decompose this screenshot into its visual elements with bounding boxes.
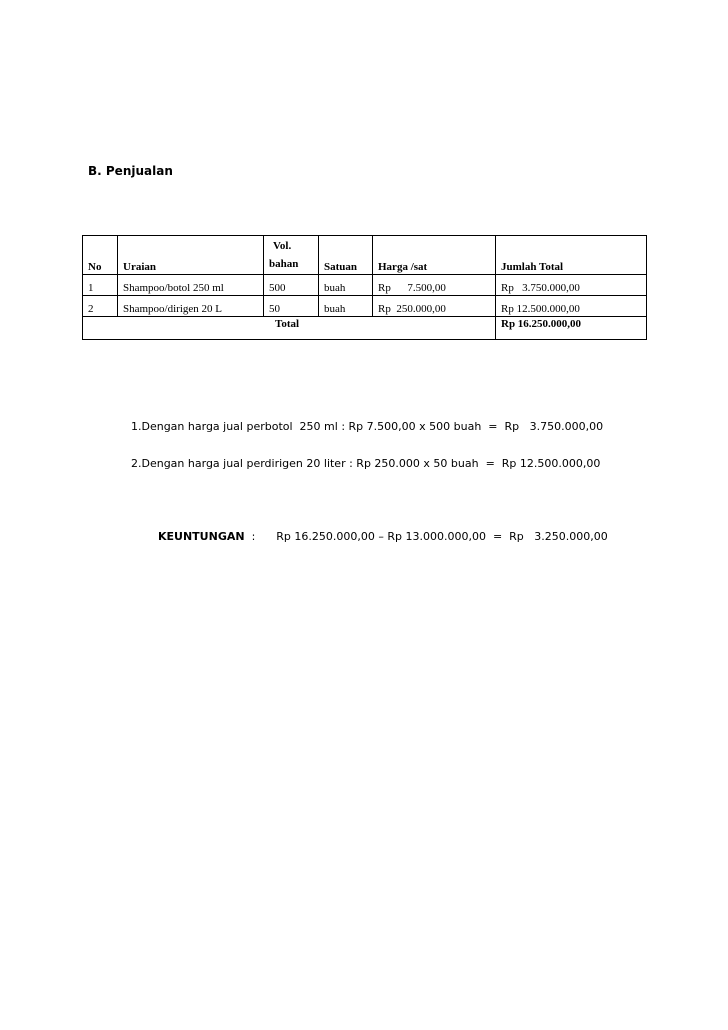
table-header-row — [83, 236, 647, 275]
table-row — [83, 275, 647, 296]
section-heading: B. Penjualan — [88, 164, 173, 178]
table-row — [83, 296, 647, 317]
cell-jumlah: Rp 12.500.000,00 — [496, 296, 647, 317]
cell-vol: 50 — [264, 296, 319, 317]
header-jumlah: Jumlah Total — [496, 236, 647, 275]
cell-harga: Rp 7.500,00 — [373, 275, 496, 296]
header-harga: Harga /sat — [373, 236, 496, 275]
header-vol-line1: Vol. — [273, 240, 292, 252]
total-row — [83, 317, 647, 340]
header-vol-line2: bahan — [269, 258, 299, 270]
cell-harga: Rp 250.000,00 — [373, 296, 496, 317]
cell-uraian: Shampoo/dirigen 20 L — [118, 296, 264, 317]
total-value: Rp 16.250.000,00 — [496, 317, 647, 340]
keuntungan-label: KEUNTUNGAN — [158, 530, 245, 543]
header-no: No — [83, 236, 118, 275]
header-vol — [264, 236, 319, 275]
cell-satuan: buah — [319, 296, 373, 317]
cell-satuan: buah — [319, 275, 373, 296]
total-label: Total — [83, 317, 496, 340]
calc-line-1: 1.Dengan harga jual perbotol 250 ml : Rp 7.500,00 x 500 buah = Rp 3.750.000,00 — [131, 420, 604, 433]
calc-line-2: 2.Dengan harga jual perdirigen 20 liter : Rp 250.000 x 50 buah = Rp 12.500.000,00 — [131, 457, 601, 470]
cell-uraian: Shampoo/botol 250 ml — [118, 275, 264, 296]
sales-table — [82, 235, 647, 340]
cell-jumlah: Rp 3.750.000,00 — [496, 275, 647, 296]
keuntungan-text: : Rp 16.250.000,00 – Rp 13.000.000,00 = Rp 3.250.000,00 — [244, 530, 608, 543]
keuntungan-line — [158, 530, 608, 543]
cell-no: 2 — [83, 296, 118, 317]
header-satuan: Satuan — [319, 236, 373, 275]
header-uraian: Uraian — [118, 236, 264, 275]
cell-vol: 500 — [264, 275, 319, 296]
cell-no: 1 — [83, 275, 118, 296]
